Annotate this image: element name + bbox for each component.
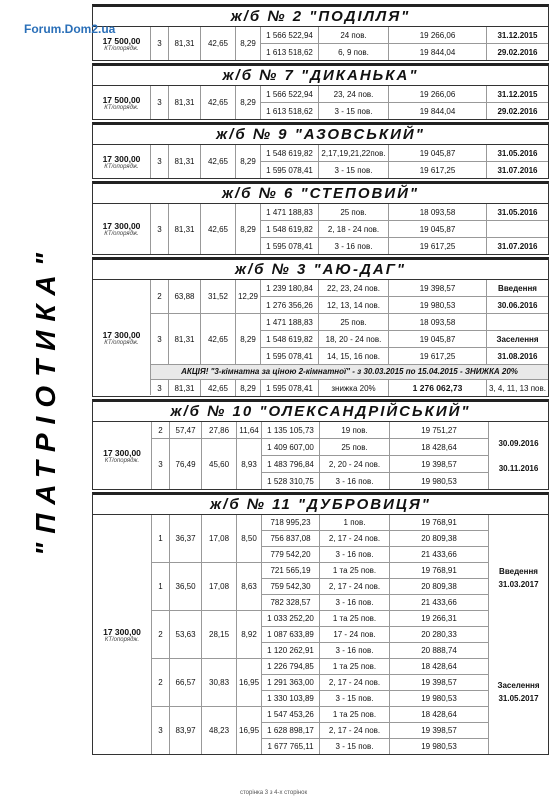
m2-price-cell: 18 093,58 bbox=[389, 314, 487, 330]
cost-cell: 1 595 078,41 bbox=[261, 238, 319, 254]
block-title: ж/б № 2 "ПОДІЛЛЯ" bbox=[93, 7, 548, 27]
price-value: 17 300,00 bbox=[103, 626, 141, 637]
table-row bbox=[262, 531, 488, 547]
floor-cell: 3 - 16 пов. bbox=[319, 238, 389, 254]
m2-price-cell: 18 428,64 bbox=[421, 710, 457, 719]
cost-cell: 1 548 619,82 bbox=[261, 145, 319, 161]
table-row bbox=[262, 595, 488, 610]
cost-cell: 718 995,23 bbox=[262, 515, 320, 530]
cost-cell: 779 542,20 bbox=[262, 547, 320, 562]
kitchen-area-cell: 11,64 bbox=[237, 422, 262, 438]
block-body bbox=[93, 204, 548, 254]
cost-cell: 1 226 794,85 bbox=[262, 659, 320, 674]
living-area-cell: 30,83 bbox=[202, 659, 237, 706]
table-row bbox=[262, 627, 488, 643]
cost-cell: 1 628 898,17 bbox=[262, 723, 320, 738]
table-row bbox=[262, 579, 488, 595]
m2-price-cell: 19 980,53 bbox=[389, 297, 487, 313]
cost-cell: 782 328,57 bbox=[262, 595, 320, 610]
m2-price-cell: 19 980,53 bbox=[421, 694, 457, 703]
kitchen-area-cell: 8,63 bbox=[237, 563, 262, 610]
kitchen-area-cell: 8,29 bbox=[236, 27, 261, 60]
block-title: ж/б № 9 "АЗОВСЬКИЙ" bbox=[93, 125, 548, 145]
building-block bbox=[92, 4, 549, 61]
kitchen-area-cell: 8,92 bbox=[237, 611, 262, 658]
total-area-cell: 36,50 bbox=[170, 563, 202, 610]
sidebar bbox=[0, 0, 92, 800]
table-row bbox=[262, 611, 488, 627]
m2-price-cell: 19 398,57 bbox=[421, 726, 457, 735]
date-cell: 31.07.2016 bbox=[497, 165, 538, 175]
total-area-cell: 81,31 bbox=[169, 86, 201, 119]
floor-cell: 25 пов. bbox=[319, 204, 389, 220]
price-value: 17 300,00 bbox=[102, 153, 141, 164]
living-area-cell: 42,65 bbox=[201, 145, 236, 178]
cost-cell: 1 566 522,94 bbox=[261, 27, 319, 43]
m2-price-cell: 19 844,04 bbox=[389, 103, 487, 119]
table-row bbox=[261, 221, 548, 238]
table-row bbox=[261, 297, 548, 313]
date-cell: 31.07.2016 bbox=[497, 241, 538, 251]
table-row bbox=[262, 675, 488, 691]
floor-cell: 2, 17 - 24 пов. bbox=[320, 579, 390, 594]
floor-cell: 24 пов. bbox=[319, 27, 389, 43]
living-area-cell: 48,23 bbox=[202, 707, 237, 754]
living-area-cell: 42,65 bbox=[201, 86, 236, 119]
kitchen-area-cell: 8,93 bbox=[237, 439, 262, 489]
table-row bbox=[261, 27, 548, 44]
block-title: ж/б № 7 "ДИКАНЬКА" bbox=[93, 66, 548, 86]
date-value: 30.11.2016 bbox=[498, 463, 539, 473]
date-cell: 30.06.2016 bbox=[497, 300, 538, 310]
floor-cell: 2, 17 - 24 пов. bbox=[320, 675, 390, 690]
table-row bbox=[261, 162, 548, 178]
cost-cell: 1 276 356,26 bbox=[261, 297, 319, 313]
block-body bbox=[93, 145, 548, 178]
m2-price-cell: 19 266,06 bbox=[389, 86, 487, 102]
apartment-group bbox=[152, 422, 488, 439]
date-cell: 29.02.2016 bbox=[497, 106, 538, 116]
price-sheet bbox=[92, 4, 549, 757]
apartment-group bbox=[151, 204, 548, 254]
price-value: 17 500,00 bbox=[102, 35, 141, 46]
date-cell: 29.02.2016 bbox=[497, 47, 538, 57]
rooms-cell: 2 bbox=[152, 659, 170, 706]
table-row bbox=[261, 86, 548, 103]
rooms-cell: 3 bbox=[151, 204, 169, 254]
price-value: 17 300,00 bbox=[102, 221, 141, 231]
floor-cell: 1 та 25 пов. bbox=[320, 563, 390, 578]
finish-label: КТ/опорядж. bbox=[104, 636, 140, 643]
building-block bbox=[92, 122, 549, 179]
floor-cell: 2,17,19,21,22пов. bbox=[319, 145, 389, 161]
floor-cell: 3 - 15 пов. bbox=[319, 162, 389, 178]
date-value: 31.03.2017 bbox=[498, 579, 539, 589]
m2-price-cell: 19 980,53 bbox=[421, 742, 457, 751]
date-cell: 31.05.2016 bbox=[497, 207, 538, 217]
apartment-group bbox=[151, 27, 548, 60]
date-cell: 31.08.2016 bbox=[497, 351, 538, 361]
rooms-cell: 2 bbox=[152, 611, 170, 658]
floor-cell: 3 - 15 пов. bbox=[319, 103, 389, 119]
table-row bbox=[262, 456, 488, 473]
floor-cell: знижка 20% bbox=[319, 380, 389, 396]
living-area-cell: 17,08 bbox=[202, 563, 237, 610]
cost-cell: 1 595 078,41 bbox=[261, 380, 319, 396]
table-row bbox=[262, 643, 488, 658]
cost-cell: 1 471 188,83 bbox=[261, 204, 319, 220]
kitchen-area-cell: 8,29 bbox=[236, 145, 261, 178]
living-area-cell: 28,15 bbox=[202, 611, 237, 658]
rooms-cell: 1 bbox=[152, 515, 170, 562]
floor-cell: 22, 23, 24 пов. bbox=[319, 280, 389, 296]
floor-cell: 2, 17 - 24 пов. bbox=[320, 723, 390, 738]
floor-cell: 23, 24 пов. bbox=[319, 86, 389, 102]
block-title: ж/б № 10 "ОЛЕКСАНДРІЙСЬКИЙ" bbox=[93, 402, 548, 422]
floor-cell: 2, 17 - 24 пов. bbox=[320, 531, 390, 546]
cost-cell: 1 087 633,89 bbox=[262, 627, 320, 642]
apartment-group bbox=[152, 659, 488, 707]
finish-label: КТ/опорядж. bbox=[104, 457, 140, 464]
m2-price-cell: 19 768,91 bbox=[421, 566, 457, 575]
cost-cell: 1 120 262,91 bbox=[262, 643, 320, 658]
floor-cell: 18, 20 - 24 пов. bbox=[319, 331, 389, 347]
block-body bbox=[93, 86, 548, 119]
m2-price-cell: 21 433,66 bbox=[421, 550, 457, 559]
total-area-cell: 53,63 bbox=[170, 611, 202, 658]
rooms-cell: 3 bbox=[151, 314, 169, 364]
table-row bbox=[262, 723, 488, 739]
m2-price-cell: 19 617,25 bbox=[389, 162, 487, 178]
price-value: 17 300,00 bbox=[103, 447, 141, 458]
apartment-group bbox=[151, 280, 548, 314]
m2-price-cell: 20 809,38 bbox=[421, 534, 457, 543]
floor-cell: 6, 9 пов. bbox=[319, 44, 389, 60]
promo-row bbox=[151, 380, 548, 396]
date-value: Заселення bbox=[497, 680, 540, 690]
apartment-group bbox=[152, 707, 488, 754]
cost-cell: 1 239 180,84 bbox=[261, 280, 319, 296]
date-cell: Введення bbox=[498, 283, 537, 293]
m2-price-cell: 19 266,06 bbox=[389, 27, 487, 43]
apartment-group bbox=[151, 86, 548, 119]
table-row bbox=[262, 439, 488, 456]
watermark: Forum.Dom2.ua bbox=[24, 22, 116, 36]
table-row bbox=[262, 563, 488, 579]
apartment-group bbox=[152, 611, 488, 659]
finish-label: КТ/опорядж. bbox=[104, 104, 139, 111]
kitchen-area-cell: 16,95 bbox=[237, 707, 262, 754]
block-body bbox=[93, 27, 548, 60]
rooms-cell: 2 bbox=[152, 422, 170, 438]
sidebar-title: "ПАТРІОТИКА" bbox=[30, 243, 61, 557]
total-area-cell: 81,31 bbox=[169, 314, 201, 364]
kitchen-area-cell: 8,29 bbox=[236, 380, 261, 396]
date-cell bbox=[487, 314, 548, 330]
cost-cell: 1 547 453,26 bbox=[262, 707, 320, 722]
m2-price-cell: 19 045,87 bbox=[389, 331, 487, 347]
block-title: ж/б № 6 "СТЕПОВИЙ" bbox=[93, 184, 548, 204]
floor-cell: 3 - 16 пов. bbox=[320, 547, 390, 562]
rooms-cell: 3 bbox=[152, 439, 170, 489]
floor-cell: 1 пов. bbox=[320, 515, 390, 530]
block-body bbox=[93, 422, 548, 489]
table-row bbox=[261, 280, 548, 297]
block-title: ж/б № 3 "АЮ-ДАГ" bbox=[93, 260, 548, 280]
cost-cell: 1 330 103,89 bbox=[262, 691, 320, 706]
price-value: 17 500,00 bbox=[102, 94, 141, 105]
table-row bbox=[261, 103, 548, 119]
building-block bbox=[92, 63, 549, 120]
total-area-cell: 76,49 bbox=[170, 439, 202, 489]
total-area-cell: 81,31 bbox=[169, 204, 201, 254]
table-row bbox=[262, 739, 488, 754]
table-row bbox=[262, 473, 488, 489]
date-cell: 31.12.2015 bbox=[497, 30, 538, 40]
table-row bbox=[262, 422, 488, 438]
m2-price-cell: 21 433,66 bbox=[421, 598, 457, 607]
m2-price-cell: 18 428,64 bbox=[421, 442, 457, 452]
rooms-cell: 2 bbox=[151, 280, 169, 313]
finish-label: КТ/опорядж. bbox=[104, 45, 139, 52]
block-body bbox=[93, 515, 548, 754]
building-block bbox=[92, 257, 549, 397]
table-row bbox=[262, 659, 488, 675]
floor-cell: 1 та 25 пов. bbox=[320, 707, 390, 722]
kitchen-area-cell: 8,29 bbox=[236, 86, 261, 119]
total-area-cell: 81,31 bbox=[169, 145, 201, 178]
total-area-cell: 81,31 bbox=[169, 380, 201, 396]
m2-price-cell: 19 844,04 bbox=[389, 44, 487, 60]
total-area-cell: 83,97 bbox=[170, 707, 202, 754]
floor-cell: 2, 18 - 24 пов. bbox=[319, 221, 389, 237]
m2-price-cell: 19 398,57 bbox=[389, 280, 487, 296]
promo-banner: АКЦІЯ! "3-кімнатна за ціною 2-кімнатної" - з 30.03.2015 по 15.04.2015 - ЗНИЖКА 20% bbox=[151, 365, 548, 380]
rooms-cell: 1 bbox=[152, 563, 170, 610]
cost-cell: 1 483 796,84 bbox=[262, 456, 320, 472]
date-cell: 3, 4, 11, 13 пов. bbox=[489, 383, 546, 393]
cost-cell: 1 613 518,62 bbox=[261, 103, 319, 119]
cost-cell: 1 033 252,20 bbox=[262, 611, 320, 626]
building-block bbox=[92, 181, 549, 255]
total-area-cell: 81,31 bbox=[169, 27, 201, 60]
apartment-group bbox=[152, 439, 488, 489]
apartment-group bbox=[151, 145, 548, 178]
date-value: 31.05.2017 bbox=[498, 693, 539, 703]
floor-cell: 14, 15, 16 пов. bbox=[319, 348, 389, 364]
m2-price-cell: 1 276 062,73 bbox=[389, 380, 487, 396]
apartment-group bbox=[152, 515, 488, 563]
floor-cell: 25 пов. bbox=[319, 314, 389, 330]
kitchen-area-cell: 12,29 bbox=[236, 280, 261, 313]
m2-price-cell: 20 809,38 bbox=[421, 582, 457, 591]
apartment-group bbox=[151, 314, 548, 365]
kitchen-area-cell: 8,29 bbox=[236, 314, 261, 364]
living-area-cell: 31,52 bbox=[201, 280, 236, 313]
date-cell: 31.12.2015 bbox=[497, 89, 538, 99]
rooms-cell: 3 bbox=[151, 27, 169, 60]
cost-cell: 721 565,19 bbox=[262, 563, 320, 578]
cost-cell: 759 542,30 bbox=[262, 579, 320, 594]
table-row bbox=[261, 314, 548, 331]
rooms-cell: 3 bbox=[151, 380, 169, 396]
kitchen-area-cell: 8,29 bbox=[236, 204, 261, 254]
price-cell bbox=[93, 280, 151, 395]
living-area-cell: 17,08 bbox=[202, 515, 237, 562]
m2-price-cell: 19 398,57 bbox=[421, 459, 457, 469]
living-area-cell: 42,65 bbox=[201, 27, 236, 60]
cost-cell: 1 548 619,82 bbox=[261, 221, 319, 237]
total-area-cell: 63,88 bbox=[169, 280, 201, 313]
building-block bbox=[92, 492, 549, 755]
floor-cell: 3 - 15 пов. bbox=[320, 691, 390, 706]
date-cell: Заселення bbox=[496, 334, 539, 344]
date-value: Введення bbox=[499, 566, 538, 576]
finish-label: КТ/опорядж. bbox=[104, 231, 139, 237]
cost-cell: 1 528 310,75 bbox=[262, 473, 320, 489]
floor-cell: 3 - 16 пов. bbox=[320, 473, 390, 489]
m2-price-cell: 19 980,53 bbox=[421, 476, 457, 486]
floor-cell: 2, 20 - 24 пов. bbox=[320, 456, 390, 472]
living-area-cell: 27,86 bbox=[202, 422, 237, 438]
table-row bbox=[261, 145, 548, 162]
floor-cell: 1 та 25 пов. bbox=[320, 611, 390, 626]
table-row bbox=[262, 547, 488, 562]
price-cell bbox=[93, 204, 151, 254]
floor-cell: 3 - 16 пов. bbox=[320, 595, 390, 610]
living-area-cell: 42,65 bbox=[201, 380, 236, 396]
table-row bbox=[261, 204, 548, 221]
block-body bbox=[93, 280, 548, 396]
cost-cell: 1 291 363,00 bbox=[262, 675, 320, 690]
floor-cell: 1 та 25 пов. bbox=[320, 659, 390, 674]
price-cell bbox=[93, 515, 152, 754]
price-cell bbox=[93, 86, 151, 119]
rooms-cell: 3 bbox=[152, 707, 170, 754]
table-row bbox=[261, 331, 548, 348]
table-row bbox=[261, 348, 548, 364]
floor-cell: 19 пов. bbox=[320, 422, 390, 438]
floor-cell: 25 пов. bbox=[320, 439, 390, 455]
price-cell bbox=[93, 145, 151, 178]
floor-cell: 17 - 24 пов. bbox=[320, 627, 390, 642]
m2-price-cell: 19 266,31 bbox=[421, 614, 457, 623]
cost-cell: 1 409 607,00 bbox=[262, 439, 320, 455]
m2-price-cell: 19 751,27 bbox=[421, 425, 457, 435]
date-cell bbox=[488, 515, 548, 754]
cost-cell: 1 613 518,62 bbox=[261, 44, 319, 60]
floor-cell: 3 - 16 пов. bbox=[320, 643, 390, 658]
living-area-cell: 42,65 bbox=[201, 204, 236, 254]
date-cell bbox=[487, 221, 548, 237]
m2-price-cell: 18 093,58 bbox=[389, 204, 487, 220]
cost-cell: 1 595 078,41 bbox=[261, 162, 319, 178]
apartment-group bbox=[152, 563, 488, 611]
cost-cell: 1 135 105,73 bbox=[262, 422, 320, 438]
date-value: 30.09.2016 bbox=[498, 438, 539, 448]
table-row bbox=[261, 238, 548, 254]
living-area-cell: 45,60 bbox=[202, 439, 237, 489]
m2-price-cell: 19 768,91 bbox=[421, 518, 457, 527]
building-block bbox=[92, 399, 549, 490]
floor-cell: 12, 13, 14 пов. bbox=[319, 297, 389, 313]
cost-cell: 1 595 078,41 bbox=[261, 348, 319, 364]
kitchen-area-cell: 8,50 bbox=[237, 515, 262, 562]
cost-cell: 1 471 188,83 bbox=[261, 314, 319, 330]
finish-label: КТ/опорядж. bbox=[104, 339, 139, 346]
date-cell bbox=[488, 422, 548, 489]
m2-price-cell: 19 045,87 bbox=[389, 145, 487, 161]
m2-price-cell: 18 428,64 bbox=[421, 662, 457, 671]
table-row bbox=[262, 691, 488, 706]
table-row bbox=[262, 707, 488, 723]
date-cell: 31.05.2016 bbox=[497, 148, 538, 158]
price-value: 17 300,00 bbox=[102, 329, 141, 340]
m2-price-cell: 19 617,25 bbox=[389, 238, 487, 254]
cost-cell: 756 837,08 bbox=[262, 531, 320, 546]
total-area-cell: 36,37 bbox=[170, 515, 202, 562]
rooms-cell: 3 bbox=[151, 86, 169, 119]
table-row bbox=[261, 44, 548, 60]
cost-cell: 1 677 765,11 bbox=[262, 739, 320, 754]
m2-price-cell: 20 888,74 bbox=[421, 646, 457, 655]
table-row bbox=[262, 515, 488, 531]
m2-price-cell: 19 045,87 bbox=[389, 221, 487, 237]
cost-cell: 1 548 619,82 bbox=[261, 331, 319, 347]
floor-cell: 3 - 15 пов. bbox=[320, 739, 390, 754]
kitchen-area-cell: 16,95 bbox=[237, 659, 262, 706]
cost-cell: 1 566 522,94 bbox=[261, 86, 319, 102]
page-footer: сторінка 3 з 4-х сторінок bbox=[240, 790, 308, 796]
living-area-cell: 42,65 bbox=[201, 314, 236, 364]
m2-price-cell: 19 398,57 bbox=[421, 678, 457, 687]
finish-label: КТ/опорядж. bbox=[104, 163, 139, 170]
rooms-cell: 3 bbox=[151, 145, 169, 178]
price-cell bbox=[93, 422, 152, 489]
total-area-cell: 57,47 bbox=[170, 422, 202, 438]
block-title: ж/б № 11 "ДУБРОВИЦЯ" bbox=[93, 495, 548, 515]
m2-price-cell: 19 617,25 bbox=[389, 348, 487, 364]
m2-price-cell: 20 280,33 bbox=[421, 630, 457, 639]
total-area-cell: 66,57 bbox=[170, 659, 202, 706]
